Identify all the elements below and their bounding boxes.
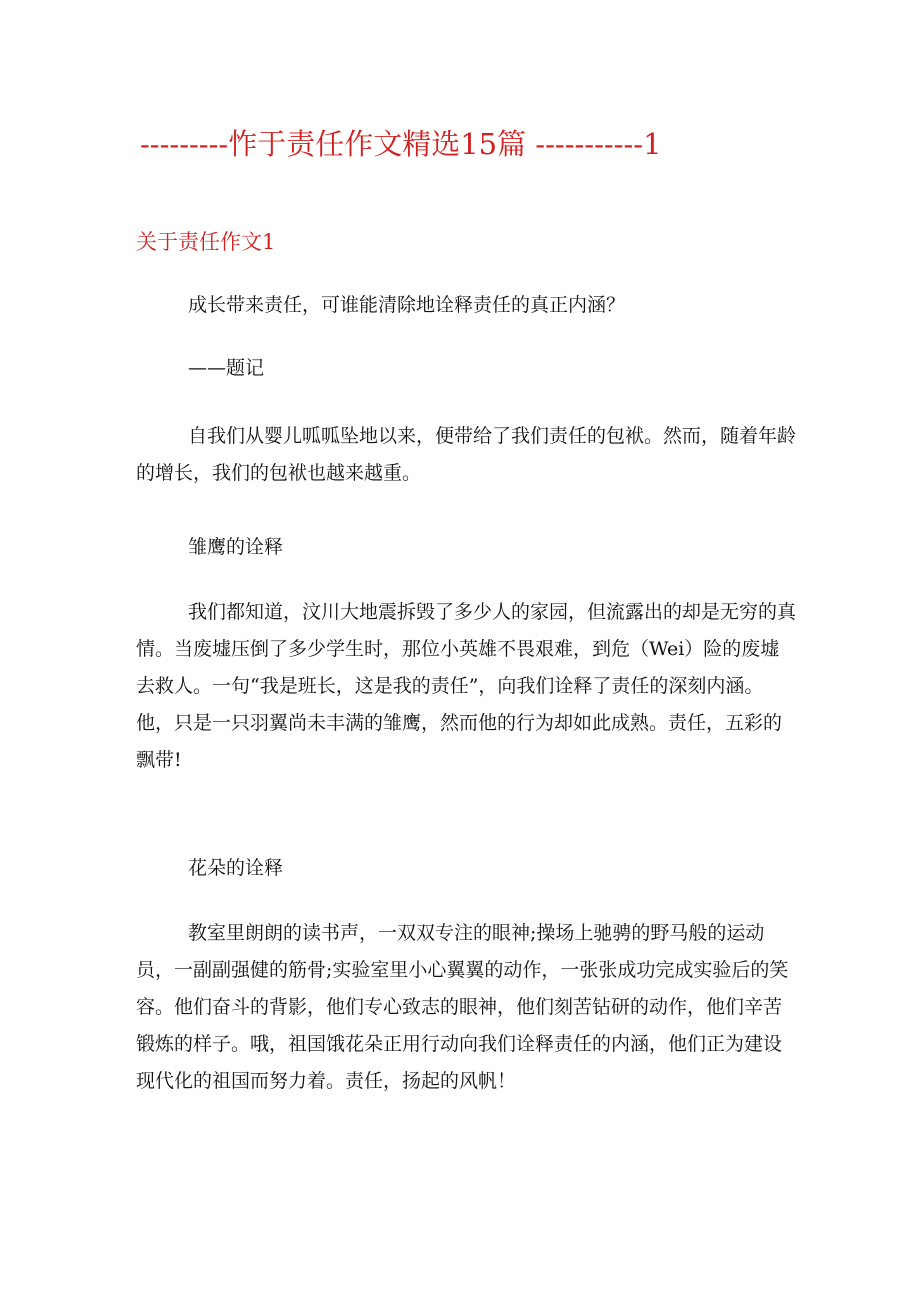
document-title: ---------怍于责任作文精选15篇 -----------1	[140, 127, 662, 161]
epigraph-line: 成长带来责任，可谁能清除地诠释责任的真正内涵？	[188, 294, 626, 316]
flower-paragraph: 教室里朗朗的读书声，一双双专注的眼神;操场上驰骋的野马般的运动员，一副副强健的筋骨;实验室里小心翼翼的动作，一张张成功完成实验后的笑容。他们奋斗的背影，他们专心致志的眼神，他们刻苦钻研的动作，他们辛苦锻炼的样子。哦，祖国饿花朵正用行动向我们诠释责任的内涵，他们正为建设现代化的祖国而努力着。责任，扬起的风帆！	[136, 922, 789, 1092]
intro-paragraph: 自我们从婴儿呱呱坠地以来，便带给了我们责任的包袱。然而，随着年龄的增长，我们的包袱也越来越重。	[136, 425, 797, 484]
subheading-eagle: 雏鹰的诠释	[188, 536, 284, 558]
section-title: 关于责任作文1	[136, 230, 276, 254]
subheading-flower: 花朵的诠释	[188, 857, 284, 879]
epigraph-source: ——题记	[188, 357, 265, 379]
eagle-paragraph: 我们都知道，汶川大地震拆毁了多少人的家园，但流露出的却是无穷的真情。当废墟压倒了多少学生时，那位小英雄不畏艰难，到危（Wei）险的废墟去救人。一句“我是班长，这是我的责任”，向我们诠释了责任的深刻内涵。他，只是一只羽翼尚未丰满的雏鹰，然而他的行为却如此成熟。责任，五彩的飘带!	[136, 601, 797, 771]
